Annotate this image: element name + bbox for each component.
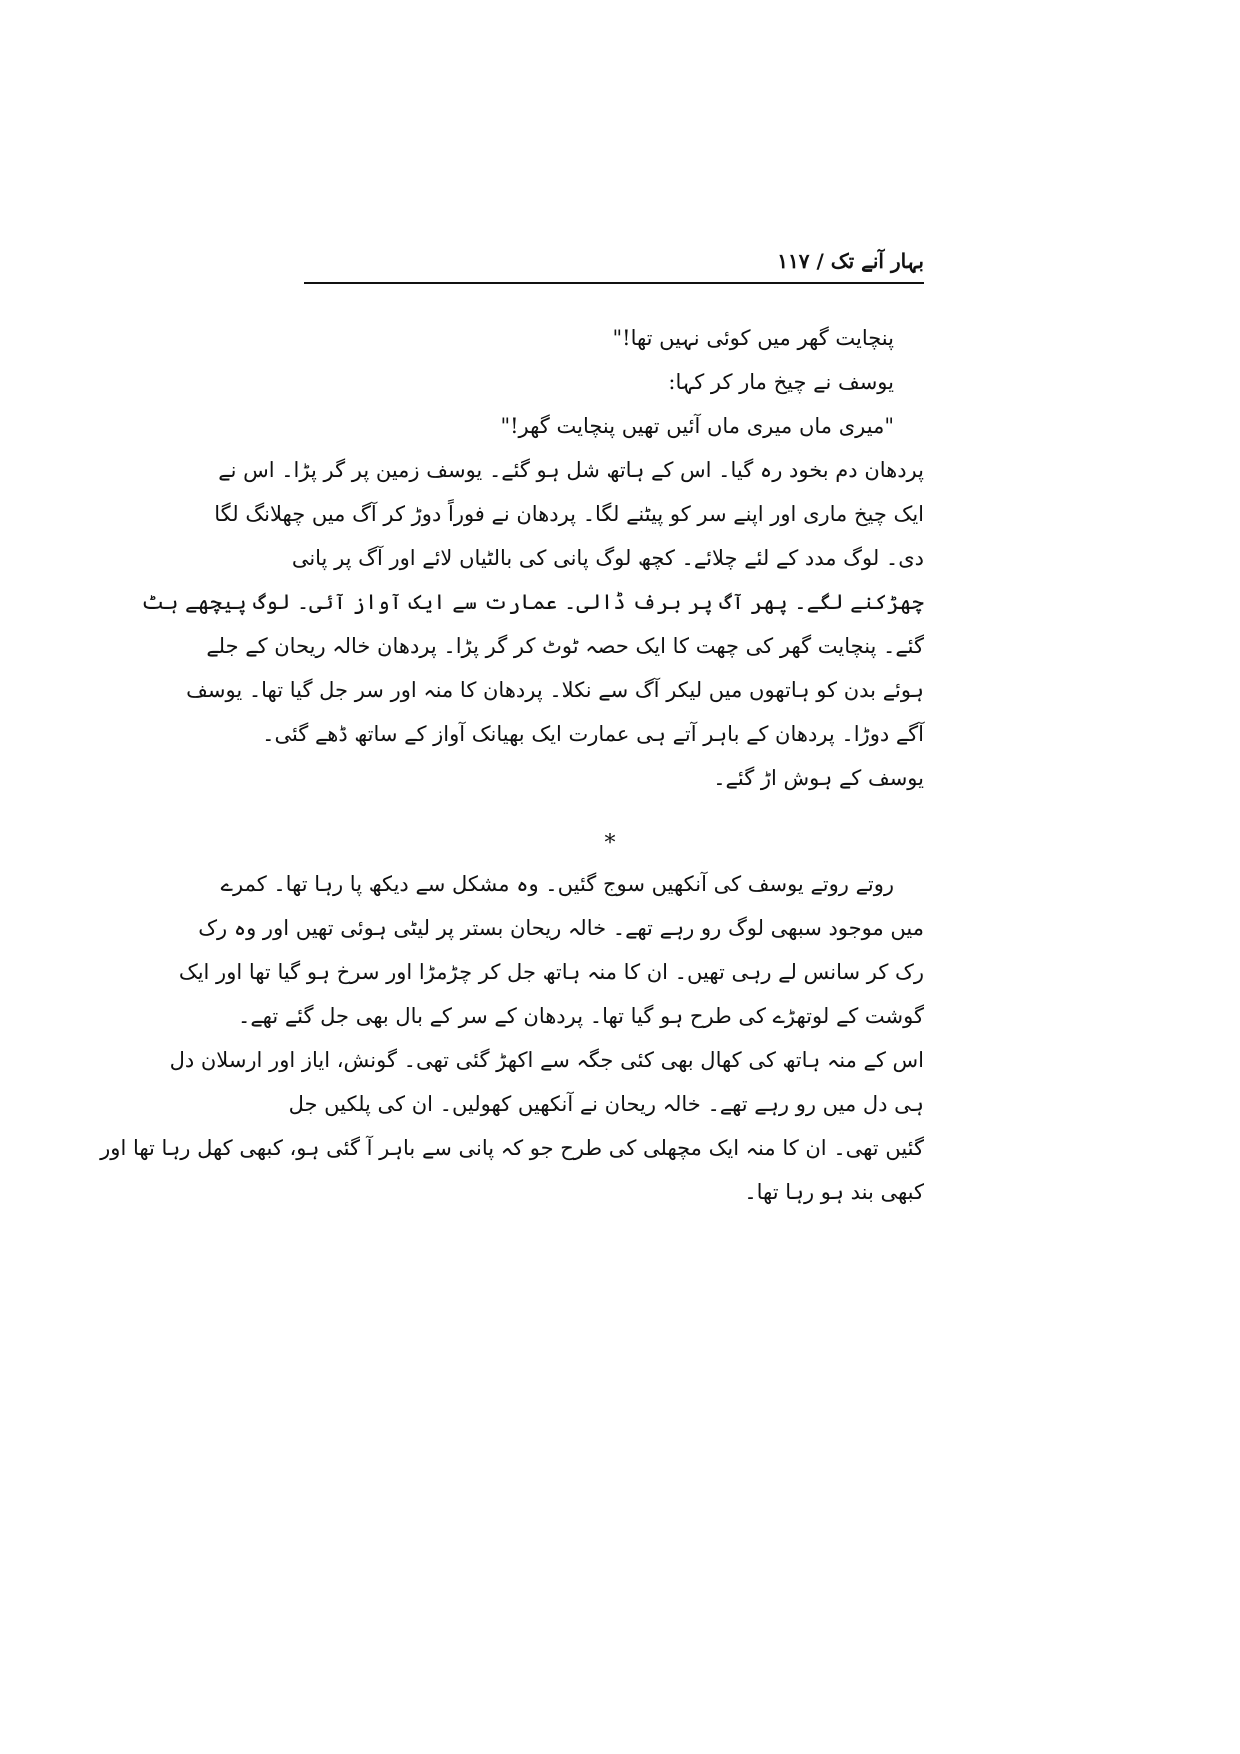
running-head: بہار آنے تک / ۱۱۷ [777,249,924,273]
text-line: ہی دل میں رو رہے تھے۔ خالہ ریحان نے آنکھیں کھولیں۔ ان کی پلکیں جل [288,1092,924,1116]
paragraph-2 [100,862,924,1214]
text-line: اس کے منہ ہاتھ کی کھال بھی کئی جگہ سے اکھڑ گئی تھی۔ گونش، ایاز اور ارسلان دل [169,1048,924,1072]
text-line: ہوئے بدن کو ہاتھوں میں لیکر آگ سے نکلا۔ پردھان کا منہ اور سر جل گیا تھا۔ یوسف [186,678,924,702]
text-line: ایک چیخ ماری اور اپنے سر کو پیٹنے لگا۔ پردھان نے فوراً دوڑ کر آگ میں چھلانگ لگا [214,502,924,526]
text-line: کبھی بند ہو رہا تھا۔ [744,1180,924,1204]
text-line: پنچایت گھر میں کوئی نہیں تھا!" [612,326,894,350]
text-line: دی۔ لوگ مدد کے لئے چلائے۔ کچھ لوگ پانی کی بالٹیاں لائے اور آگ پر پانی [291,546,924,570]
text-line: گوشت کے لوتھڑے کی طرح ہو گیا تھا۔ پردھان کے سر کے بال بھی جل گئے تھے۔ [238,1004,924,1028]
text-line: چھڑکنے لگے۔ پھر آگ پر برف ڈالی۔ عمارت سے ایک آواز آئی۔ لوگ پیچھے ہٹ [141,590,924,614]
text-line: آگے دوڑا۔ پردھان کے باہر آتے ہی عمارت ایک بھیانک آواز کے ساتھ ڈھے گئی۔ [262,722,924,746]
text-line: گئے۔ پنچایت گھر کی چھت کا ایک حصہ ٹوٹ کر گر پڑا۔ پردھان خالہ ریحان کے جلے [206,634,924,658]
text-line: روتے روتے یوسف کی آنکھیں سوج گئیں۔ وہ مشکل سے دیکھ پا رہا تھا۔ کمرے [220,872,894,896]
text-line: میں موجود سبھی لوگ رو رہے تھے۔ خالہ ریحان بستر پر لیٹی ہوئی تھیں اور وہ رک [198,916,924,940]
text-line: یوسف نے چیخ مار کر کہا: [668,370,894,394]
text-line: یوسف کے ہوش اڑ گئے۔ [713,766,924,790]
text-line: "میری ماں میری ماں آئیں تھیں پنچایت گھر!" [500,414,894,438]
section-break-asterisk: * [604,831,616,856]
header-rule [304,282,924,284]
text-line: پردھان دم بخود رہ گیا۔ اس کے ہاتھ شل ہو گئے۔ یوسف زمین پر گر پڑا۔ اس نے [218,458,924,482]
paragraph-1 [141,316,924,800]
text-line: گئیں تھی۔ ان کا منہ ایک مچھلی کی طرح جو کہ پانی سے باہر آ گئی ہو، کبھی کھل رہا تھا اور [100,1136,924,1160]
text-line: رک کر سانس لے رہی تھیں۔ ان کا منہ ہاتھ جل کر چڑمڑا اور سرخ ہو گیا تھا اور ایک [178,960,924,984]
